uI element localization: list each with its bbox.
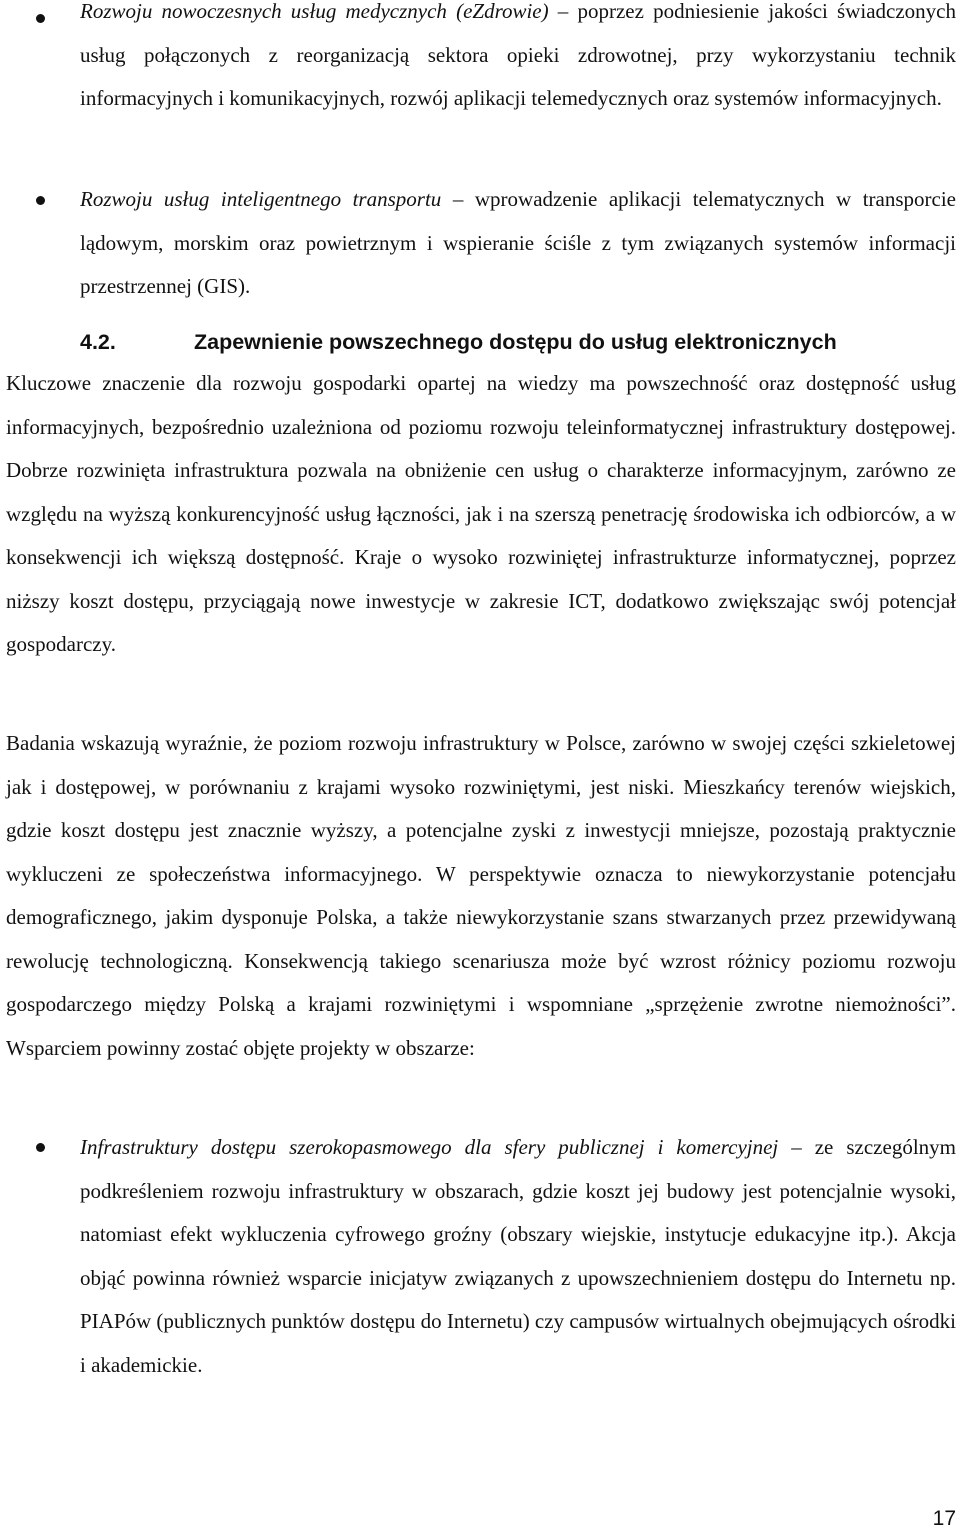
- paragraph-text: Kluczowe znaczenie dla rozwoju gospodarki opartej na wiedzy ma powszechność oraz dostępność usług informacyjnych, bezpośrednio uzależniona od poziomu rozwoju teleinformatycznej infrastruktury dostępowej. Dobrze rozwinięta infrastruktura pozwala na obniżenie cen usług o charakterze informacyjnym, zarówno ze względu na wyższą konkurencyjność usług łączności, jak i na szerszą penetrację środowiska ich odbiorców, a w konsekwencji ich większą dostępność. Kraje o wysoko rozwiniętej infrastrukturze informatycznej, poprzez niższy koszt dostępu, przyciągają nowe inwestycje w zakresie ICT, dodatkowo zwiększając swój potencjał gospodarczy.: [6, 371, 956, 656]
- bullet-icon: [36, 14, 45, 23]
- bullet-item-ezdrowie: [80, 0, 956, 121]
- section-number: 4.2.: [80, 330, 116, 354]
- bullet-lead: Rozwoju usług inteligentnego transportu: [80, 187, 442, 211]
- bullet-item-transport: [80, 178, 956, 309]
- bullet-lead: Infrastruktury dostępu szerokopasmowego dla sfery publicznej i komercyjnej: [80, 1135, 779, 1159]
- bullet-icon: [36, 196, 45, 205]
- paragraph: [6, 722, 956, 1070]
- paragraph: [6, 362, 956, 667]
- bullet-body: – wprowadzenie aplikacji telematycznych w transporcie lądowym, morskim oraz powietrznym i wspieranie ściśle z tym związanych systemów informacji przestrzennej (GIS).: [80, 187, 956, 298]
- page-number: 17: [932, 1507, 956, 1530]
- bullet-body: – poprzez podniesienie jakości świadczonych usług połączonych z reorganizacją sektora opieki zdrowotnej, przy wykorzystaniu technik informacyjnych i komunikacyjnych, rozwój aplikacji telemedycznych oraz systemów informacyjnych.: [80, 0, 956, 110]
- bullet-lead: Rozwoju nowoczesnych usług medycznych (eZdrowie): [80, 0, 549, 23]
- paragraph-text: Badania wskazują wyraźnie, że poziom rozwoju infrastruktury w Polsce, zarówno w swojej części szkieletowej jak i dostępowej, w porównaniu z krajami wysoko rozwiniętymi, jest niski. Mieszkańcy terenów wiejskich, gdzie koszt dostępu jest znacznie wyższy, a potencjalne zyski z inwestycji mniejsze, pozostają praktycznie wykluczeni ze społeczeństwa informacyjnego. W perspektywie oznacza to niewykorzystanie potencjału demograficznego, jakim dysponuje Polska, a także niewykorzystanie szans stwarzanych przez przewidywaną rewolucję technologiczną. Konsekwencją takiego scenariusza może być wzrost różnicy poziomu rozwoju gospodarczego między Polską a krajami rozwiniętymi i wspomniane „sprzężenie zwrotne niemożności”. Wsparciem powinny zostać objęte projekty w obszarze:: [6, 731, 956, 1060]
- bullet-item-broadband: [80, 1126, 956, 1387]
- bullet-body: – ze szczególnym podkreśleniem rozwoju infrastruktury w obszarach, gdzie koszt jej budowy jest potencjalnie wysoki, natomiast efekt wykluczenia cyfrowego groźny (obszary wiejskie, instytucje edukacyjne itp.). Akcja objąć powinna również wsparcie inicjatyw związanych z upowszechnieniem dostępu do Internetu np. PIAPów (publicznych punktów dostępu do Internetu) czy campusów wirtualnych obejmujących ośrodki i akademickie.: [80, 1135, 956, 1377]
- bullet-icon: [36, 1143, 45, 1152]
- section-heading: [80, 322, 956, 362]
- section-title: Zapewnienie powszechnego dostępu do usług elektronicznych: [194, 330, 837, 354]
